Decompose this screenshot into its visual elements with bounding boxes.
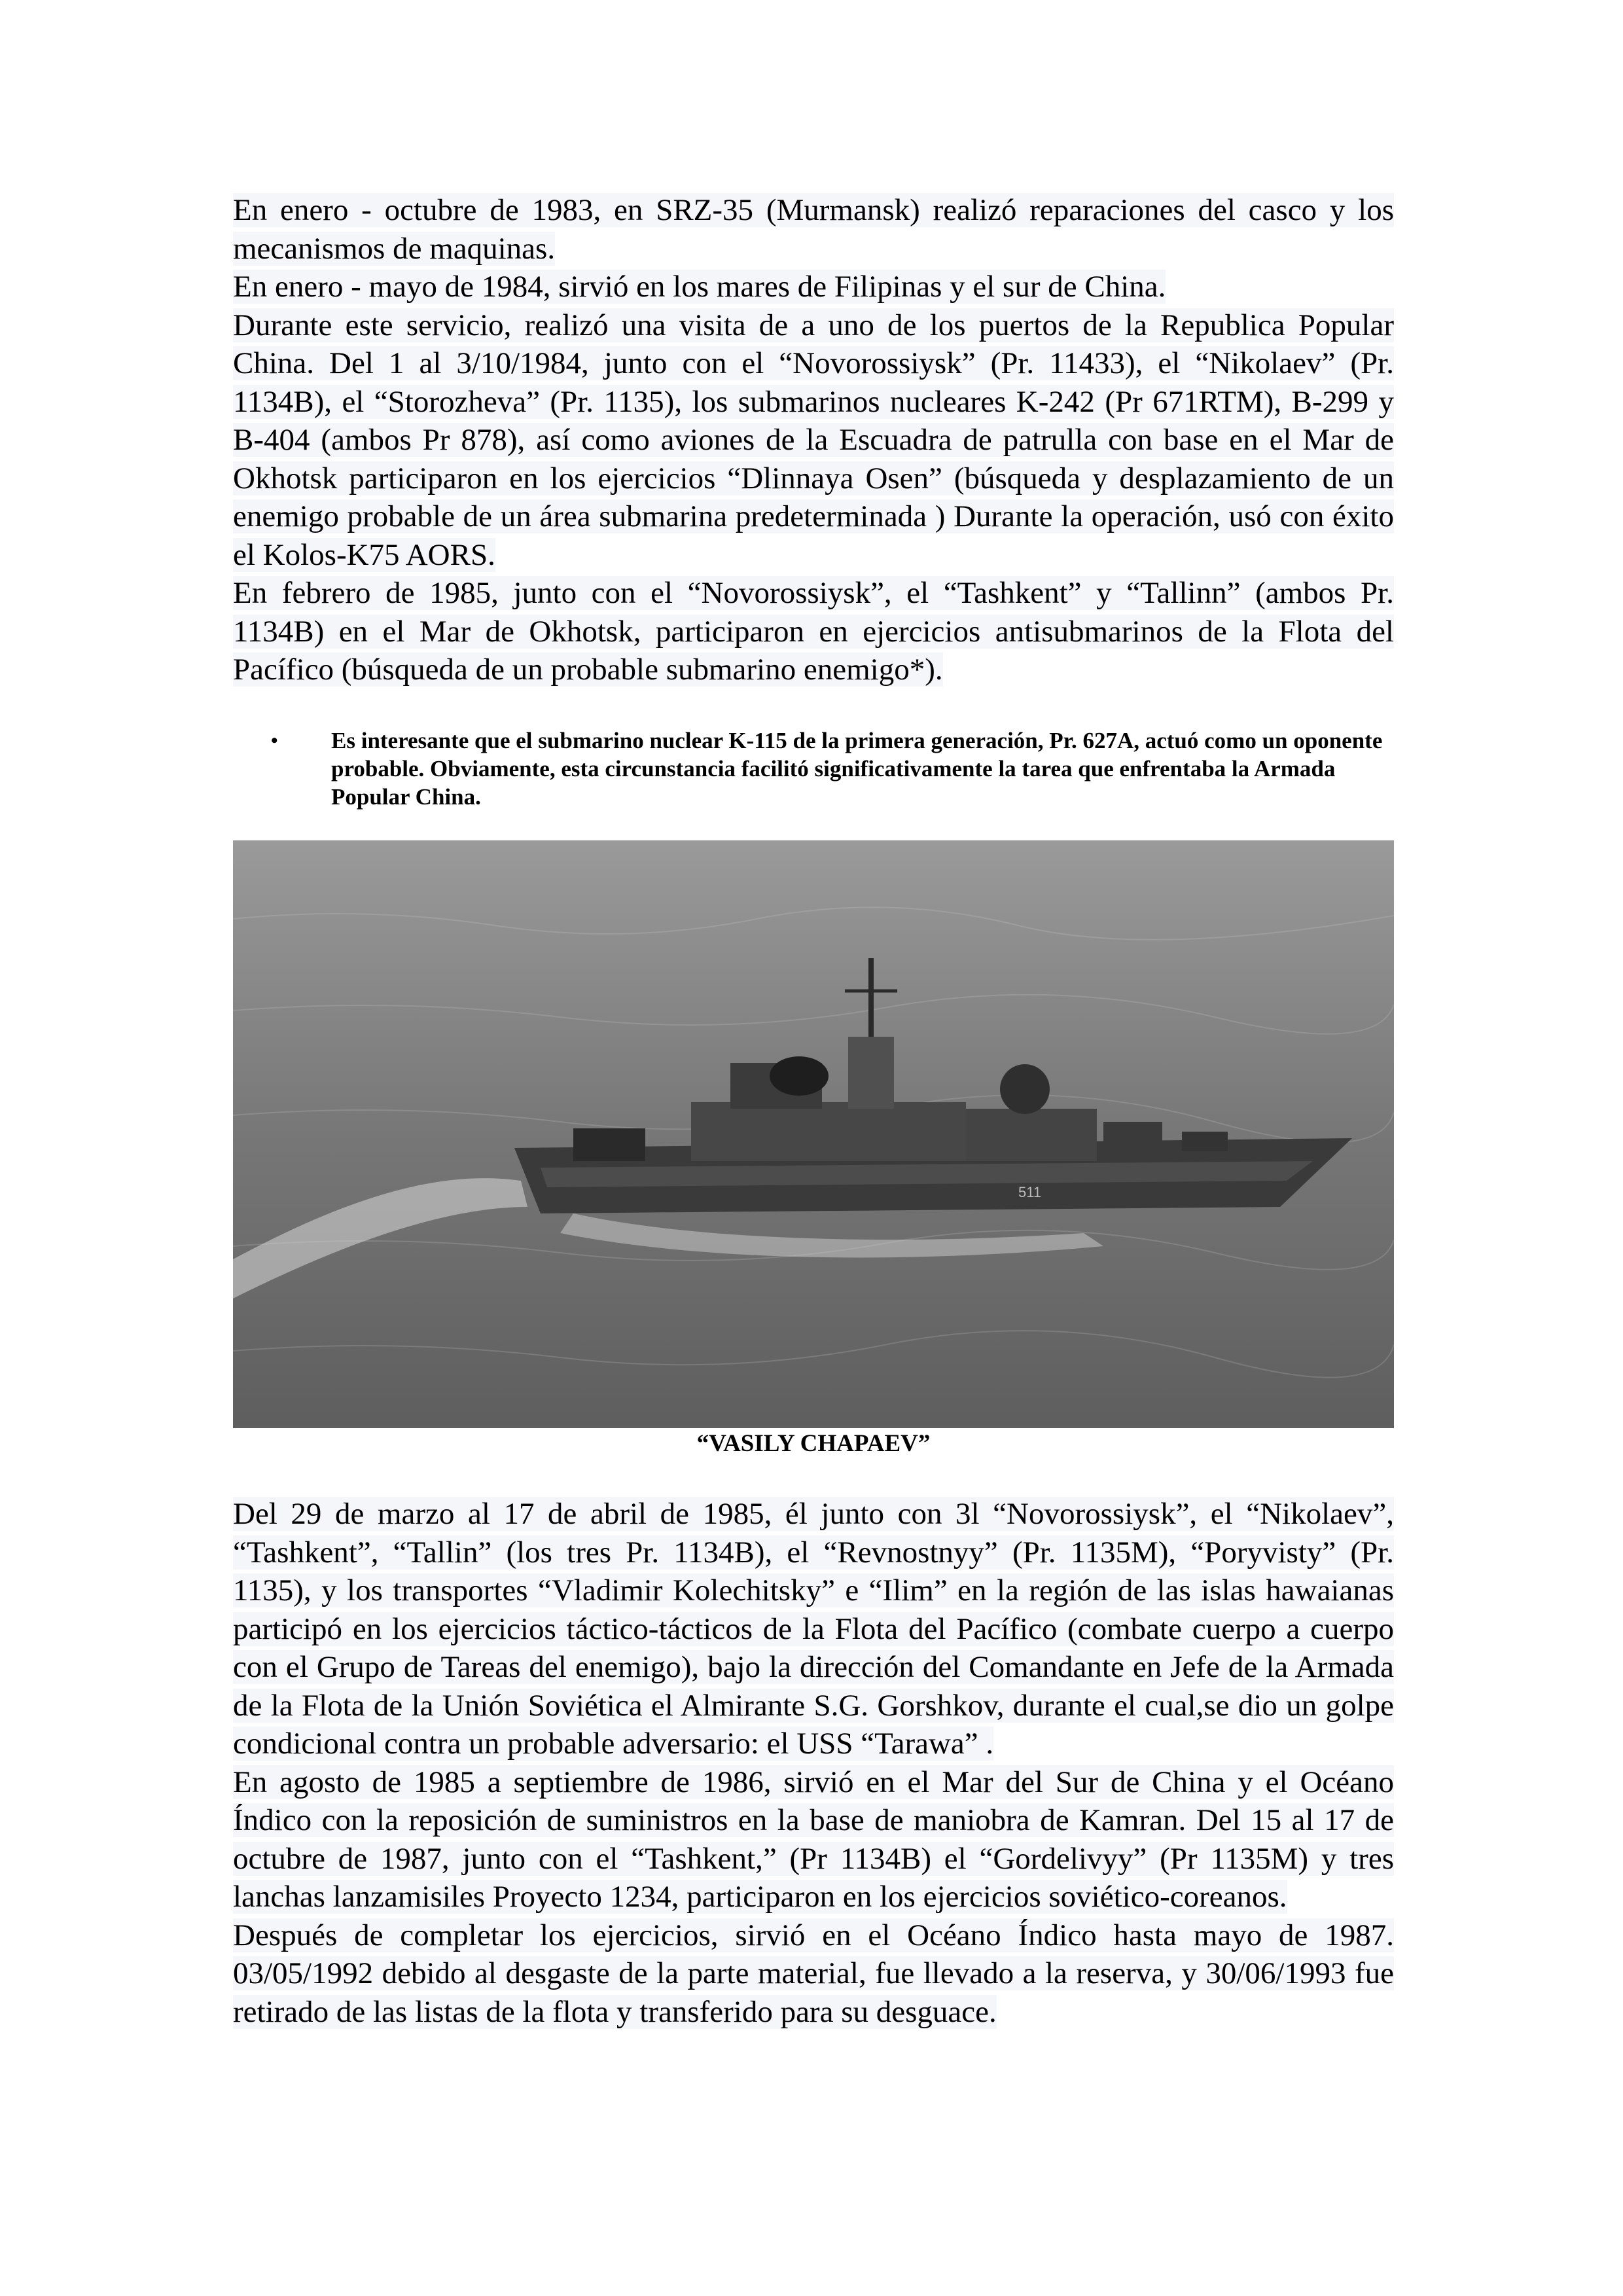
bullet-icon: •: [271, 730, 278, 751]
paragraph: Del 29 de marzo al 17 de abril de 1985, él junto con 3l “Novorossiysk”, el “Nikolaev”, “Tashkent”, “Tallin” (los tres Pr. 1134B), el “Revnostnyy” (Pr. 1135M), “Poryvisty” (Pr. 1135), y los transportes “Vladimir Kolechitsky” e “Ilim” en la región de las islas hawaianas participó en los ejercicios táctico-tácticos de la Flota del Pacífico (combate cuerpo a cuerpo con el Grupo de Tareas del enemigo), bajo la dirección del Comandante en Jefe de la Armada de la Flota de la Unión Soviética el Almirante S.G. Gorshkov, durante el cual,se dio un golpe condicional contra un probable adversario: el USS “Tarawa” .: [233, 1497, 1394, 1761]
body-text-bottom: [233, 1495, 1394, 2031]
paragraph: En enero - mayo de 1984, sirvió en los mares de Filipinas y el sur de China.: [233, 270, 1166, 304]
paragraph: En febrero de 1985, junto con el “Novorossiysk”, el “Tashkent” y “Tallinn” (ambos Pr. 1134B) en el Mar de Okhotsk, participaron en ejercicios antisubmarinos de la Flota del Pacífico (búsqueda de un probable submarino enemigo*).: [233, 576, 1394, 687]
paragraph: Durante este servicio, realizó una visita de a uno de los puertos de la Republica Popular China. Del 1 al 3/10/1984, junto con el “Novorossiysk” (Pr. 11433), el “Nikolaev” (Pr. 1134B), el “Storozheva” (Pr. 1135), los submarinos nucleares K-242 (Pr 671RTM), B-299 y B-404 (ambos Pr 878), así como aviones de la Escuadra de patrulla con base en el Mar de Okhotsk participaron en los ejercicios “Dlinnaya Osen” (búsqueda y desplazamiento de un enemigo probable de un área submarina predeterminada ) Durante la operación, usó con éxito el Kolos-K75 AORS.: [233, 308, 1394, 572]
paragraph: Después de completar los ejercicios, sirvió en el Océano Índico hasta mayo de 1987. 03/05/1992 debido al desgaste de la parte material, fue llevado a la reserva, y 30/06/1993 fue retirado de las listas de la flota y transferido para su desguace.: [233, 1918, 1394, 2029]
paragraph: En agosto de 1985 a septiembre de 1986, sirvió en el Mar del Sur de China y el Océano Índico con la reposición de suministros en la base de maniobra de Kamran. Del 15 al 17 de octubre de 1987, junto con el “Tashkent,” (Pr 1134B) el “Gordelivyy” (Pr 1135M) y tres lanchas lanzamisiles Proyecto 1234, participaron en los ejercicios soviético-coreanos.: [233, 1765, 1394, 1914]
footnote: [271, 726, 1394, 811]
paragraph: En enero - octubre de 1983, en SRZ-35 (Murmansk) realizó reparaciones del casco y los mecanismos de maquinas.: [233, 193, 1394, 266]
photo-caption: “VASILY CHAPAEV”: [696, 1430, 931, 1457]
ship-illustration: [233, 840, 1394, 1428]
hull-number: 511: [1018, 1184, 1042, 1200]
ship-photo: [233, 840, 1394, 1428]
body-text-top: [233, 191, 1394, 689]
footnote-text: Es interesante que el submarino nuclear K-115 de la primera generación, Pr. 627A, actuó como un oponente probable. Obviamente, esta circunstancia facilitó significativamente la tarea que enfrentaba la Armada Popular China.: [331, 728, 1383, 810]
